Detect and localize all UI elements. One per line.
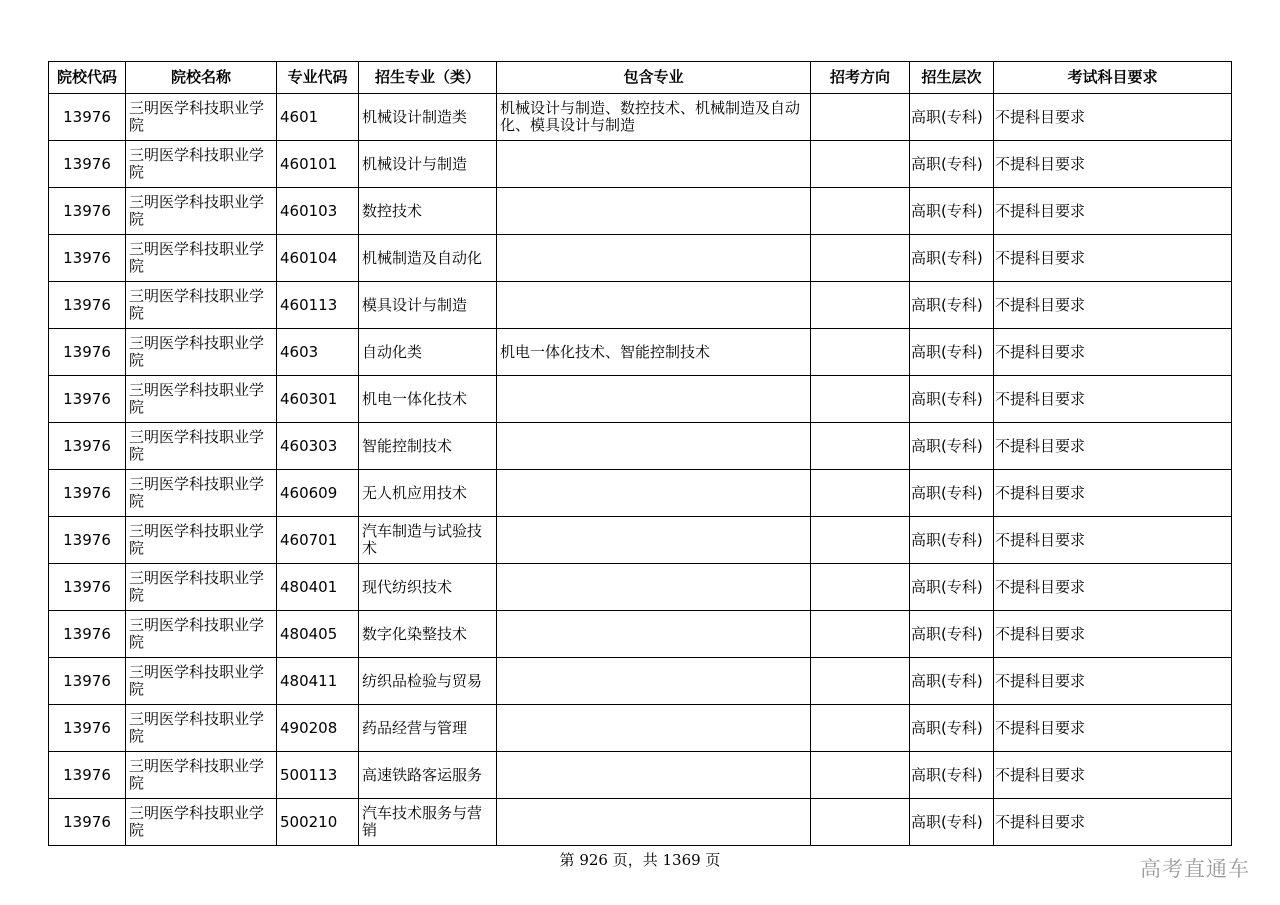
table-row (49, 94, 1232, 141)
table-row (49, 423, 1232, 470)
major-cell: 高速铁路客运服务 (359, 752, 497, 799)
includes-cell (497, 705, 811, 752)
level-cell: 高职(专科) (910, 752, 994, 799)
direction-cell (811, 799, 910, 846)
major-cell: 汽车技术服务与营销 (359, 799, 497, 846)
major-cell: 机械设计制造类 (359, 94, 497, 141)
includes-cell (497, 517, 811, 564)
requirement-cell: 不提科目要求 (994, 517, 1232, 564)
school-name-cell: 三明医学科技职业学院 (126, 376, 277, 423)
school-code-cell: 13976 (49, 799, 126, 846)
school-code-cell: 13976 (49, 564, 126, 611)
requirement-cell: 不提科目要求 (994, 799, 1232, 846)
school-code-cell: 13976 (49, 611, 126, 658)
header-requirement: 考试科目要求 (994, 62, 1232, 94)
table-row (49, 329, 1232, 376)
direction-cell (811, 470, 910, 517)
requirement-cell: 不提科目要求 (994, 470, 1232, 517)
admission-table (48, 61, 1232, 846)
major-cell: 药品经营与管理 (359, 705, 497, 752)
school-name-cell: 三明医学科技职业学院 (126, 188, 277, 235)
table-row (49, 141, 1232, 188)
level-cell: 高职(专科) (910, 235, 994, 282)
major-code-cell: 460103 (277, 188, 359, 235)
major-cell: 机械制造及自动化 (359, 235, 497, 282)
level-cell: 高职(专科) (910, 188, 994, 235)
school-name-cell: 三明医学科技职业学院 (126, 94, 277, 141)
level-cell: 高职(专科) (910, 799, 994, 846)
includes-cell (497, 799, 811, 846)
header-major-code: 专业代码 (277, 62, 359, 94)
direction-cell (811, 517, 910, 564)
table-row (49, 658, 1232, 705)
header-direction: 招考方向 (811, 62, 910, 94)
table-row (49, 517, 1232, 564)
requirement-cell: 不提科目要求 (994, 752, 1232, 799)
direction-cell (811, 658, 910, 705)
includes-cell (497, 752, 811, 799)
header-major: 招生专业（类） (359, 62, 497, 94)
direction-cell (811, 329, 910, 376)
header-level: 招生层次 (910, 62, 994, 94)
includes-cell: 机电一体化技术、智能控制技术 (497, 329, 811, 376)
includes-cell (497, 470, 811, 517)
includes-cell (497, 282, 811, 329)
includes-cell (497, 564, 811, 611)
level-cell: 高职(专科) (910, 517, 994, 564)
includes-cell (497, 376, 811, 423)
table-row (49, 282, 1232, 329)
includes-cell (497, 423, 811, 470)
school-name-cell: 三明医学科技职业学院 (126, 423, 277, 470)
requirement-cell: 不提科目要求 (994, 658, 1232, 705)
requirement-cell: 不提科目要求 (994, 705, 1232, 752)
school-name-cell: 三明医学科技职业学院 (126, 705, 277, 752)
major-code-cell: 480411 (277, 658, 359, 705)
table-body (49, 94, 1232, 846)
school-code-cell: 13976 (49, 235, 126, 282)
school-code-cell: 13976 (49, 470, 126, 517)
school-code-cell: 13976 (49, 658, 126, 705)
includes-cell (497, 141, 811, 188)
school-code-cell: 13976 (49, 517, 126, 564)
major-cell: 纺织品检验与贸易 (359, 658, 497, 705)
major-code-cell: 460701 (277, 517, 359, 564)
table-row (49, 799, 1232, 846)
school-name-cell: 三明医学科技职业学院 (126, 141, 277, 188)
major-code-cell: 480405 (277, 611, 359, 658)
level-cell: 高职(专科) (910, 282, 994, 329)
school-name-cell: 三明医学科技职业学院 (126, 752, 277, 799)
direction-cell (811, 141, 910, 188)
major-code-cell: 460101 (277, 141, 359, 188)
requirement-cell: 不提科目要求 (994, 235, 1232, 282)
major-code-cell: 460609 (277, 470, 359, 517)
direction-cell (811, 705, 910, 752)
table-row (49, 188, 1232, 235)
major-code-cell: 490208 (277, 705, 359, 752)
major-cell: 汽车制造与试验技术 (359, 517, 497, 564)
direction-cell (811, 611, 910, 658)
table-row (49, 470, 1232, 517)
school-code-cell: 13976 (49, 188, 126, 235)
major-code-cell: 460113 (277, 282, 359, 329)
school-code-cell: 13976 (49, 141, 126, 188)
includes-cell (497, 611, 811, 658)
school-code-cell: 13976 (49, 705, 126, 752)
header-school-name: 院校名称 (126, 62, 277, 94)
school-name-cell: 三明医学科技职业学院 (126, 658, 277, 705)
major-code-cell: 4601 (277, 94, 359, 141)
requirement-cell: 不提科目要求 (994, 329, 1232, 376)
header-includes: 包含专业 (497, 62, 811, 94)
school-name-cell: 三明医学科技职业学院 (126, 611, 277, 658)
direction-cell (811, 423, 910, 470)
header-row (49, 62, 1232, 94)
major-code-cell: 500210 (277, 799, 359, 846)
page-number: 第 926 页，共 1369 页 (559, 851, 721, 869)
level-cell: 高职(专科) (910, 564, 994, 611)
header-school-code: 院校代码 (49, 62, 126, 94)
direction-cell (811, 564, 910, 611)
major-code-cell: 480401 (277, 564, 359, 611)
level-cell: 高职(专科) (910, 611, 994, 658)
level-cell: 高职(专科) (910, 329, 994, 376)
major-cell: 机电一体化技术 (359, 376, 497, 423)
school-code-cell: 13976 (49, 752, 126, 799)
table-row (49, 376, 1232, 423)
school-name-cell: 三明医学科技职业学院 (126, 517, 277, 564)
requirement-cell: 不提科目要求 (994, 282, 1232, 329)
includes-cell (497, 188, 811, 235)
school-code-cell: 13976 (49, 423, 126, 470)
requirement-cell: 不提科目要求 (994, 423, 1232, 470)
direction-cell (811, 235, 910, 282)
level-cell: 高职(专科) (910, 94, 994, 141)
level-cell: 高职(专科) (910, 423, 994, 470)
table-row (49, 752, 1232, 799)
requirement-cell: 不提科目要求 (994, 564, 1232, 611)
major-code-cell: 460303 (277, 423, 359, 470)
school-code-cell: 13976 (49, 329, 126, 376)
requirement-cell: 不提科目要求 (994, 94, 1232, 141)
table-row (49, 235, 1232, 282)
direction-cell (811, 188, 910, 235)
direction-cell (811, 376, 910, 423)
requirement-cell: 不提科目要求 (994, 188, 1232, 235)
level-cell: 高职(专科) (910, 376, 994, 423)
direction-cell (811, 94, 910, 141)
table-row (49, 564, 1232, 611)
major-code-cell: 460301 (277, 376, 359, 423)
school-name-cell: 三明医学科技职业学院 (126, 564, 277, 611)
level-cell: 高职(专科) (910, 141, 994, 188)
table-row (49, 611, 1232, 658)
requirement-cell: 不提科目要求 (994, 611, 1232, 658)
requirement-cell: 不提科目要求 (994, 141, 1232, 188)
direction-cell (811, 752, 910, 799)
school-code-cell: 13976 (49, 282, 126, 329)
direction-cell (811, 282, 910, 329)
level-cell: 高职(专科) (910, 705, 994, 752)
includes-cell: 机械设计与制造、数控技术、机械制造及自动化、模具设计与制造 (497, 94, 811, 141)
major-cell: 机械设计与制造 (359, 141, 497, 188)
includes-cell (497, 235, 811, 282)
major-cell: 智能控制技术 (359, 423, 497, 470)
major-cell: 自动化类 (359, 329, 497, 376)
level-cell: 高职(专科) (910, 470, 994, 517)
school-name-cell: 三明医学科技职业学院 (126, 282, 277, 329)
major-cell: 数控技术 (359, 188, 497, 235)
major-cell: 无人机应用技术 (359, 470, 497, 517)
major-code-cell: 4603 (277, 329, 359, 376)
school-name-cell: 三明医学科技职业学院 (126, 235, 277, 282)
major-code-cell: 460104 (277, 235, 359, 282)
major-code-cell: 500113 (277, 752, 359, 799)
table-row (49, 705, 1232, 752)
major-cell: 现代纺织技术 (359, 564, 497, 611)
watermark: 高考直通车 (1140, 857, 1250, 881)
level-cell: 高职(专科) (910, 658, 994, 705)
school-code-cell: 13976 (49, 376, 126, 423)
school-code-cell: 13976 (49, 94, 126, 141)
school-name-cell: 三明医学科技职业学院 (126, 470, 277, 517)
requirement-cell: 不提科目要求 (994, 376, 1232, 423)
major-cell: 数字化染整技术 (359, 611, 497, 658)
school-name-cell: 三明医学科技职业学院 (126, 329, 277, 376)
major-cell: 模具设计与制造 (359, 282, 497, 329)
school-name-cell: 三明医学科技职业学院 (126, 799, 277, 846)
includes-cell (497, 658, 811, 705)
